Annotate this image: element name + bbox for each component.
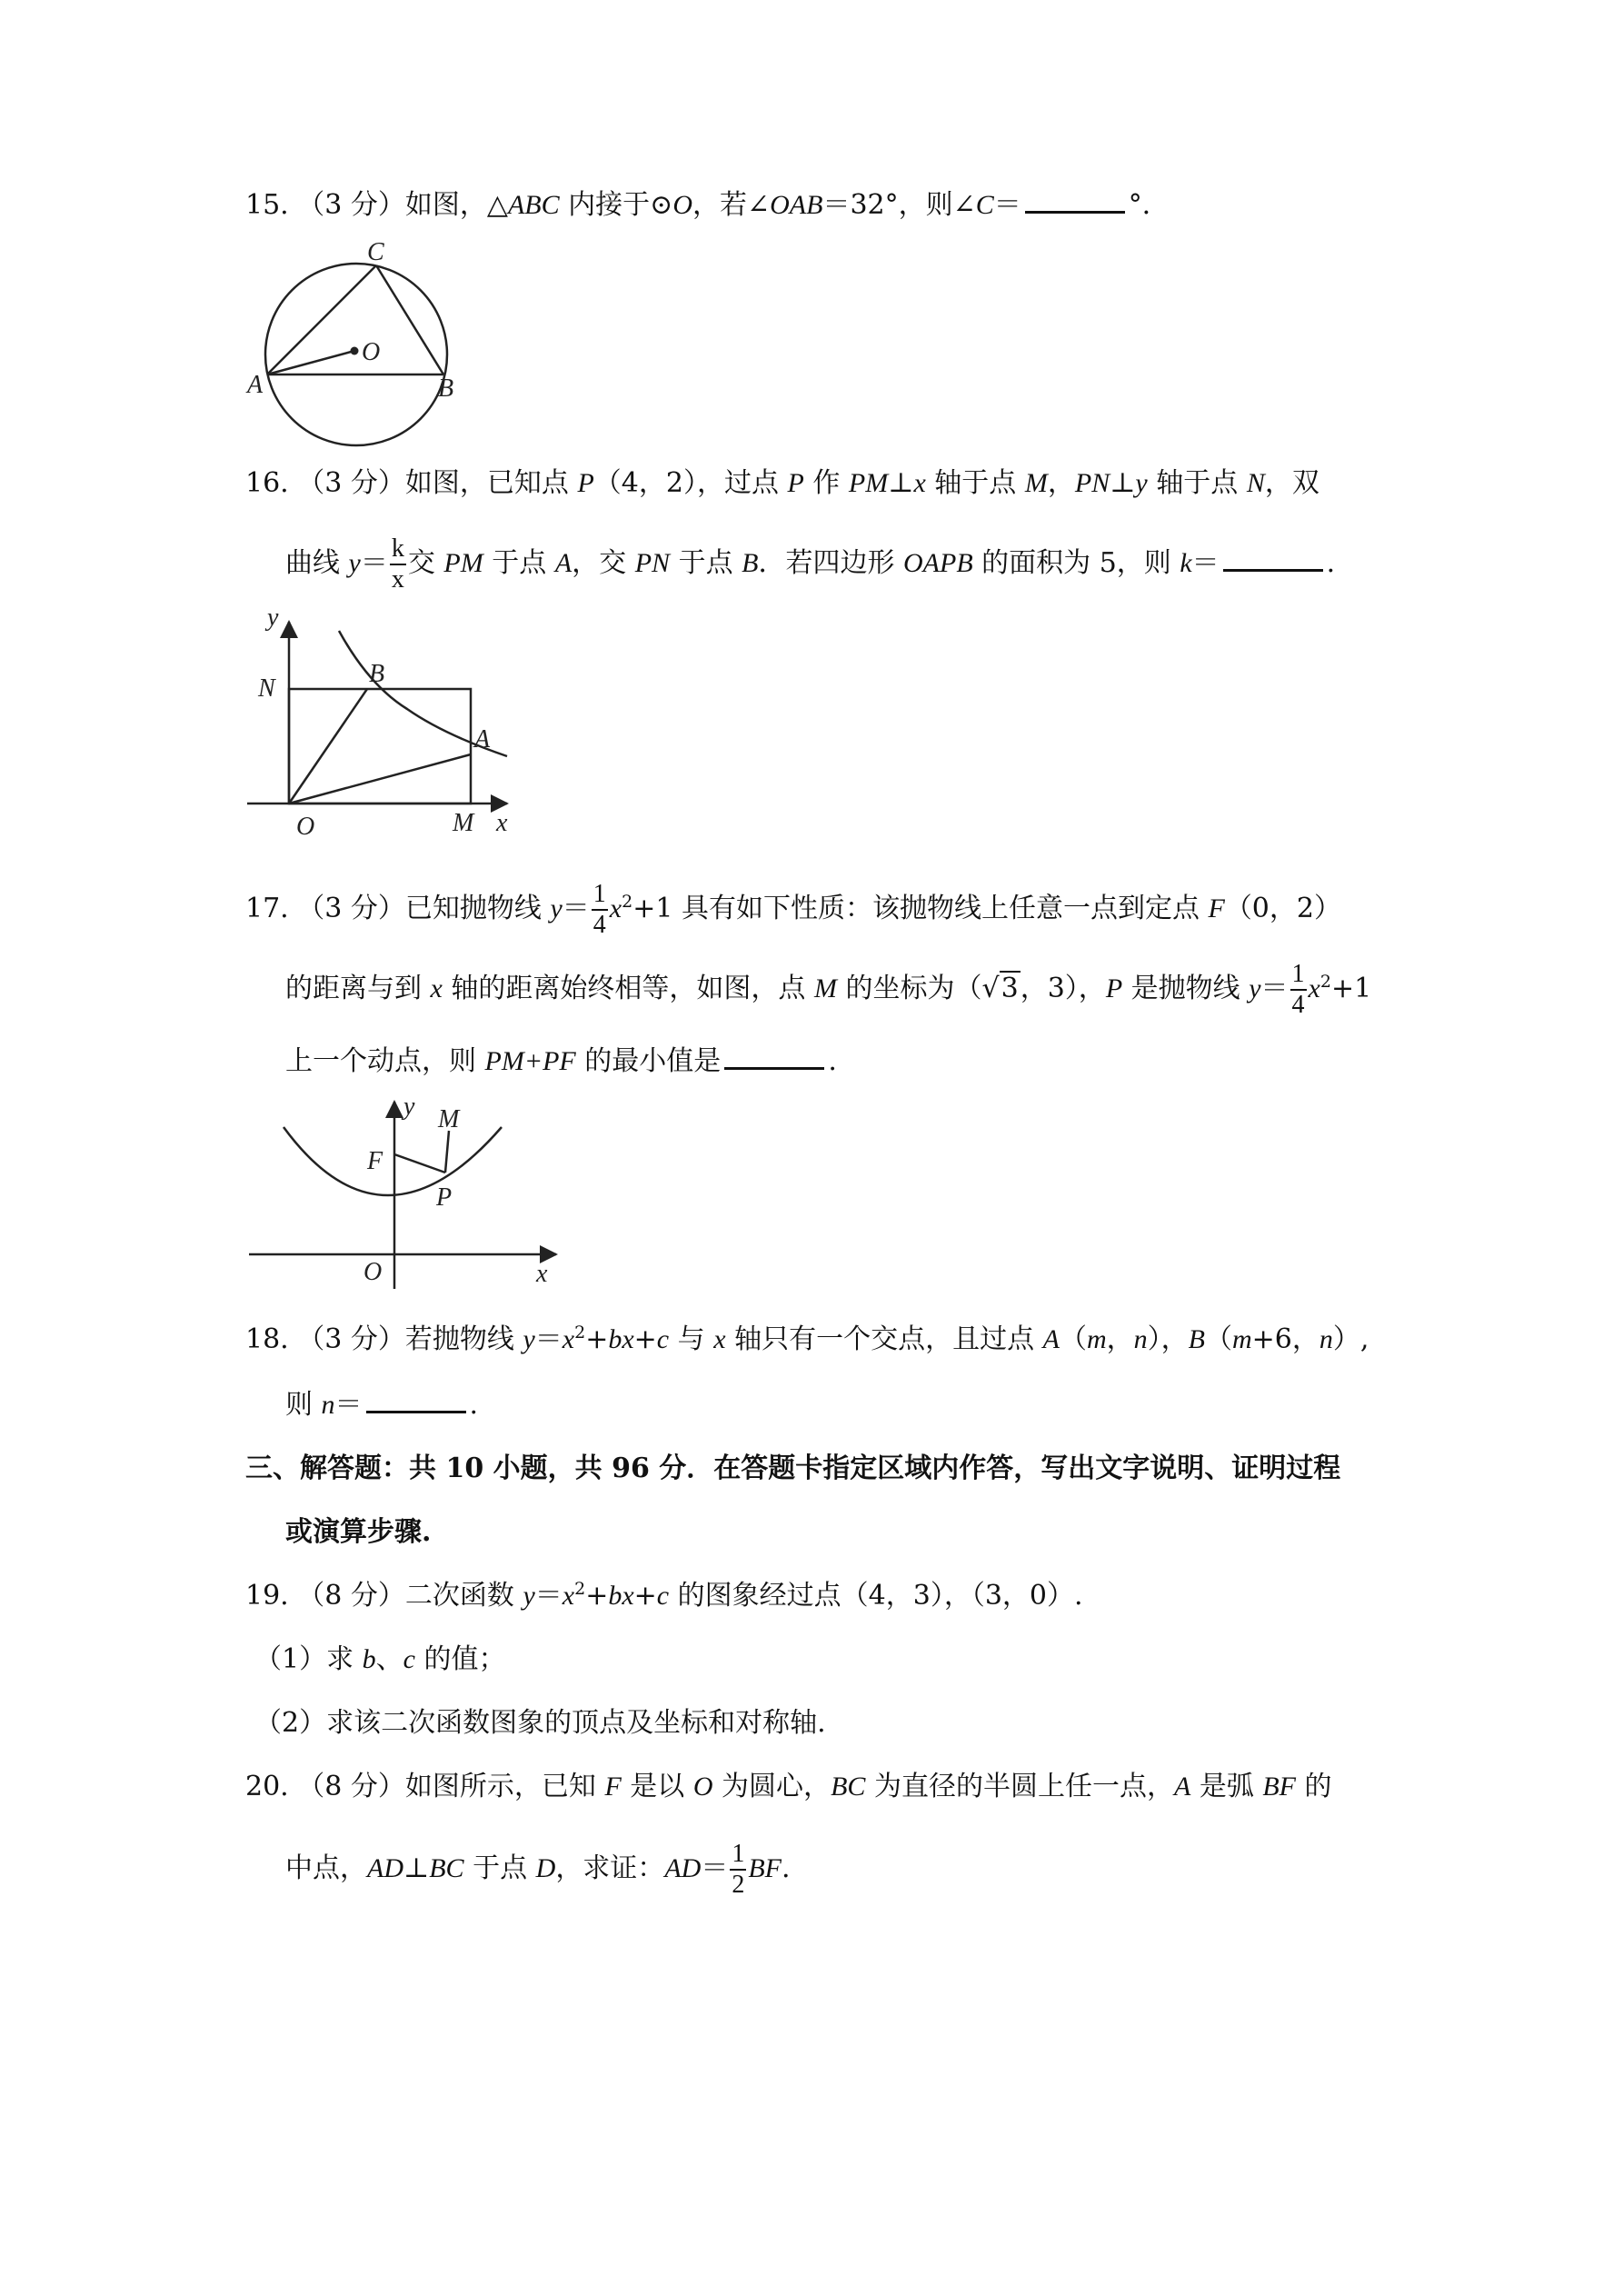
radicand: 3 — [1001, 973, 1019, 1004]
text-span: ＝ — [1260, 973, 1289, 1004]
math-var: k — [1180, 548, 1192, 578]
text-span: ）, — [1332, 1323, 1369, 1355]
q16-line1 — [245, 465, 1319, 502]
text-span: . — [828, 1045, 837, 1077]
label-b: B — [438, 374, 454, 403]
text-span: （ — [1059, 1323, 1087, 1355]
text-span: 是弧 — [1190, 1771, 1263, 1802]
label-b: B — [369, 660, 385, 688]
math-var: B — [1188, 1324, 1205, 1354]
label-x: x — [496, 809, 508, 837]
fraction-denominator: 2 — [732, 1871, 745, 1899]
q19-sub1 — [254, 1642, 506, 1678]
text-span: 为圆心， — [712, 1771, 831, 1802]
fraction-numerator: 1 — [730, 1842, 746, 1871]
text-span: 轴于点 — [1147, 467, 1247, 499]
math-var: A — [1173, 1772, 1191, 1802]
math-var: m — [1231, 1324, 1252, 1354]
math-var: x — [562, 1581, 575, 1611]
text-span: 为直径的半圆上任一点， — [865, 1771, 1174, 1802]
math-var: x — [913, 468, 926, 498]
math-var: y — [523, 1581, 535, 1611]
text-span: 内接于⊙ — [559, 189, 673, 221]
text-span: + — [585, 1580, 609, 1612]
math-var: x — [713, 1324, 726, 1354]
q18-line1 — [245, 1322, 1369, 1358]
text-span: 的图象经过点（4，3），（3，0）. — [669, 1580, 1083, 1612]
text-span: +6， — [1251, 1323, 1319, 1355]
q19-sub2: （2）求该二次函数图象的顶点及坐标和对称轴. — [254, 1707, 826, 1739]
math-var: c — [403, 1644, 415, 1674]
text-span: 、 — [375, 1643, 403, 1675]
label-m: M — [438, 1105, 460, 1133]
label-o: O — [363, 1258, 383, 1286]
text-span: 则 — [285, 1389, 322, 1421]
text-span: + — [585, 1323, 609, 1355]
text-span: 的最小值是 — [575, 1045, 722, 1077]
text-span: ）， — [1147, 1323, 1189, 1355]
text-span: 上一个动点，则 — [285, 1045, 485, 1077]
math-var: BC — [831, 1772, 866, 1802]
q16-line2 — [285, 536, 1335, 593]
text-span: + — [633, 1323, 657, 1355]
math-var: PM — [443, 548, 483, 578]
superscript: 2 — [574, 1579, 586, 1599]
math-var: P — [1105, 973, 1123, 1003]
text-span: （0，2） — [1224, 893, 1341, 924]
question-score: （3 分） — [297, 189, 405, 221]
text-span: 曲线 — [285, 547, 349, 579]
fraction-one-half — [730, 1842, 746, 1898]
q16-figure — [244, 602, 534, 847]
q17-line2 — [285, 962, 1371, 1018]
text-span: （4，2），过点 — [593, 467, 788, 499]
math-var: c — [656, 1324, 670, 1354]
text-span: +1 具有如下性质：该抛物线上任意一点到定点 — [632, 893, 1209, 924]
text-span: + — [633, 1580, 657, 1612]
label-f: F — [367, 1147, 383, 1175]
label-x: x — [536, 1260, 548, 1288]
label-m: M — [453, 809, 474, 837]
fraction-one-quarter — [1290, 962, 1307, 1018]
math-var: N — [1246, 468, 1265, 498]
math-var: BF — [748, 1853, 782, 1883]
math-var: n — [1319, 1324, 1333, 1354]
question-number: 20. — [245, 1771, 289, 1802]
math-var: P — [787, 468, 804, 498]
math-var: A — [554, 548, 573, 578]
math-var: PM+PF — [484, 1046, 576, 1076]
math-var: PM — [848, 468, 889, 498]
section-3-heading: 三、解答题：共 10 小题，共 96 分．在答题卡指定区域内作答，写出文字说明、证明过程 — [245, 1452, 1341, 1484]
text-span: ，交 — [572, 547, 635, 579]
math-var: n — [1133, 1324, 1148, 1354]
q18-line2 — [285, 1387, 478, 1423]
text-span: 于点 — [670, 547, 742, 579]
math-var: y — [1135, 468, 1148, 498]
text-span: 是抛物线 — [1122, 973, 1250, 1004]
answer-blank — [1025, 187, 1125, 214]
math-var: bx — [608, 1581, 634, 1611]
text-span: 的 — [1296, 1771, 1332, 1802]
text-span: 的面积为 5，则 — [972, 547, 1180, 579]
text-span: ．若四边形 — [758, 547, 903, 579]
label-o: O — [296, 813, 315, 841]
text-span: 于点 — [483, 547, 555, 579]
text-span: ，3）， — [1020, 973, 1106, 1004]
question-score: （8 分） — [297, 1580, 405, 1612]
label-a: A — [247, 371, 264, 399]
math-var: OAPB — [903, 548, 973, 578]
text-span: （ — [1204, 1323, 1232, 1355]
fraction-k-over-x — [390, 536, 406, 593]
segment-pm — [445, 1131, 449, 1173]
label-y: y — [403, 1093, 415, 1121]
text-span: 于点 — [463, 1852, 536, 1884]
answer-blank — [1223, 545, 1323, 572]
parabola-curve — [284, 1127, 502, 1195]
text-span: ，双 — [1264, 467, 1319, 499]
text-span: 的距离与到 — [285, 973, 431, 1004]
math-var: AD — [664, 1853, 702, 1883]
math-var: y — [523, 1324, 535, 1354]
question-number: 19. — [245, 1580, 289, 1612]
text-span: 已知抛物线 — [404, 893, 551, 924]
text-span: 若抛物线 — [404, 1323, 523, 1355]
q15-figure — [245, 238, 473, 447]
label-c: C — [367, 238, 384, 266]
label-n: N — [258, 674, 275, 703]
text-span: 是以 — [621, 1771, 693, 1802]
text-span: ＝ — [534, 1580, 563, 1612]
text-span: ⊥ — [888, 467, 914, 499]
text-span: ＝ — [993, 189, 1021, 221]
math-var: AD — [367, 1853, 403, 1883]
math-var: M — [813, 973, 837, 1003]
section-3-heading-cont: 或演算步骤. — [285, 1516, 432, 1548]
text-span: °． — [1128, 189, 1170, 221]
question-score: （3 分） — [297, 467, 405, 499]
text-span: . — [469, 1389, 479, 1421]
math-var: PN — [634, 548, 671, 578]
text-span: ＝ — [701, 1852, 729, 1884]
q20-line2 — [285, 1842, 791, 1898]
question-number: 15. — [245, 189, 289, 221]
math-var: BC — [429, 1853, 464, 1883]
fraction-numerator: 1 — [1290, 962, 1307, 991]
fraction-numerator: k — [390, 536, 406, 565]
segment-ac — [267, 265, 376, 374]
label-a: A — [474, 725, 491, 754]
superscript: 2 — [574, 1323, 586, 1343]
question-number: 16. — [245, 467, 289, 499]
text-span: 轴只有一个交点，且过点 — [725, 1323, 1043, 1355]
text-span: ，求证： — [555, 1852, 665, 1884]
math-var: y — [348, 548, 361, 578]
text-span: 二次函数 — [404, 1580, 523, 1612]
math-var: x — [430, 973, 443, 1003]
math-var: x — [609, 893, 622, 923]
text-span: 轴的距离始终相等，如图，点 — [442, 973, 814, 1004]
math-var: B — [742, 548, 759, 578]
text-span: （1）求 — [254, 1643, 363, 1675]
q19-text — [245, 1578, 1083, 1614]
math-var: m — [1086, 1324, 1107, 1354]
label-o: O — [362, 338, 381, 366]
math-var: n — [321, 1390, 335, 1420]
q17-figure — [247, 1091, 574, 1300]
q20-line1 — [245, 1769, 1332, 1805]
math-var: BF — [1262, 1772, 1297, 1802]
math-var: D — [535, 1853, 556, 1883]
square-root: √3 — [981, 973, 1019, 1004]
question-number: 17. — [245, 893, 289, 924]
fraction-denominator: 4 — [592, 911, 606, 939]
text-span: . — [781, 1852, 791, 1884]
question-score: （3 分） — [297, 893, 405, 924]
text-span: ＝ — [562, 893, 590, 924]
text-span: 中点， — [285, 1852, 367, 1884]
text-span: +1 — [1330, 973, 1372, 1004]
text-span: ＝ — [1191, 547, 1220, 579]
superscript: 2 — [622, 892, 633, 912]
text-span: . — [1326, 547, 1336, 579]
math-var: A — [1042, 1324, 1060, 1354]
text-span: 交 — [407, 547, 444, 579]
text-span: ， — [1047, 467, 1075, 499]
math-var: y — [550, 893, 563, 923]
text-span: 轴于点 — [925, 467, 1025, 499]
q15-text — [245, 187, 1170, 224]
answer-blank — [366, 1387, 466, 1413]
text-span: ＝ — [360, 547, 388, 579]
fraction-numerator: 1 — [592, 882, 608, 911]
math-var: c — [656, 1581, 670, 1611]
fraction-one-quarter — [592, 882, 608, 938]
text-span: ，若∠ — [692, 189, 771, 221]
rectangle-opmn — [289, 689, 471, 804]
text-span: 如图，△ — [404, 189, 508, 221]
label-p: P — [436, 1183, 453, 1212]
label-y: y — [267, 604, 279, 632]
fraction-denominator: 4 — [1291, 991, 1305, 1019]
q17-line1 — [245, 882, 1341, 938]
math-var: x — [1308, 973, 1320, 1003]
question-number: 18. — [245, 1323, 289, 1355]
math-var: O — [672, 190, 692, 220]
answer-blank — [724, 1043, 824, 1070]
text-span: ⊥ — [403, 1852, 430, 1884]
math-var: ABC — [507, 190, 560, 220]
math-var: P — [577, 468, 594, 498]
text-span: ＝ — [334, 1389, 363, 1421]
math-var: PN — [1074, 468, 1110, 498]
math-var: F — [604, 1772, 622, 1802]
segment-pf — [394, 1154, 445, 1173]
text-span: 作 — [803, 467, 849, 499]
math-var: F — [1208, 893, 1225, 923]
text-span: 如图，已知点 — [404, 467, 578, 499]
math-var: OAB — [770, 190, 823, 220]
text-span: 的值； — [414, 1643, 506, 1675]
text-span: ， — [1106, 1323, 1134, 1355]
q17-line3 — [285, 1043, 837, 1080]
text-span: ＝ — [534, 1323, 563, 1355]
center-point — [351, 347, 359, 355]
superscript: 2 — [1319, 972, 1331, 992]
math-var: O — [692, 1772, 713, 1802]
question-score: （8 分） — [297, 1771, 405, 1802]
math-var: b — [362, 1644, 376, 1674]
text-span: 如图所示，已知 — [404, 1771, 605, 1802]
text-span: ⊥ — [1110, 467, 1136, 499]
text-span: 的坐标为（ — [836, 973, 982, 1004]
math-var: M — [1024, 468, 1048, 498]
text-span: 与 — [669, 1323, 714, 1355]
text-span: ＝32°，则∠ — [822, 189, 976, 221]
math-var: bx — [608, 1324, 634, 1354]
math-var: y — [1249, 973, 1261, 1003]
math-var: C — [975, 190, 994, 220]
fraction-denominator: x — [391, 565, 404, 594]
question-score: （3 分） — [297, 1323, 405, 1355]
math-var: x — [562, 1324, 575, 1354]
